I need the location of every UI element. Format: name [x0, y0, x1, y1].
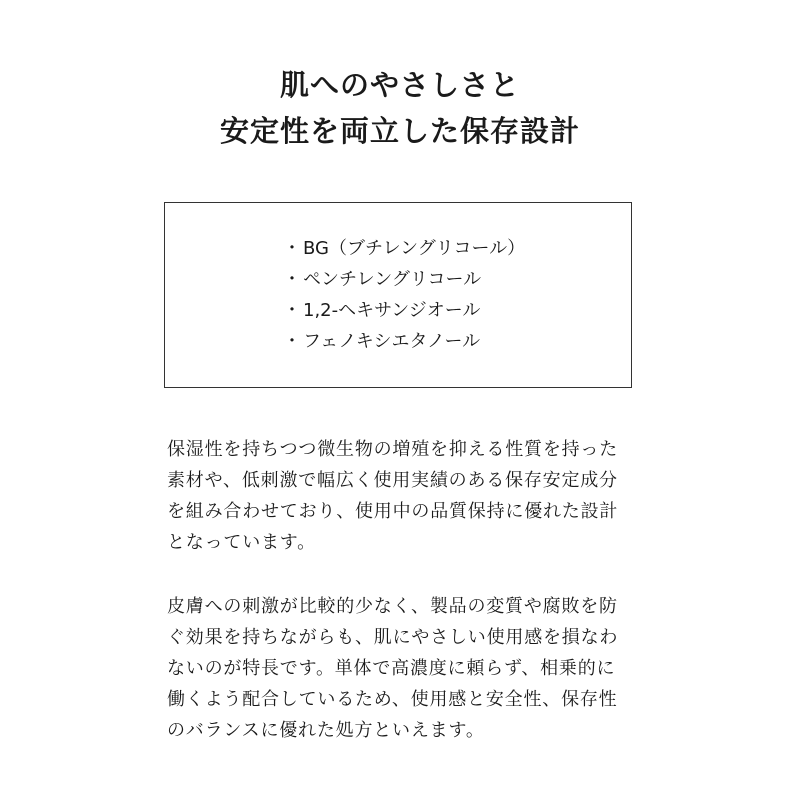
paragraph-formulation-balance — [167, 591, 637, 746]
ingredient-item — [283, 264, 525, 295]
paragraph-line: 働くよう配合しているため、使用感と安全性、保存性 — [167, 689, 618, 710]
paragraph-preservation-materials — [167, 434, 637, 558]
paragraph-line: 保湿性を持ちつつ微生物の増殖を抑える性質を持った — [167, 439, 619, 460]
paragraph-line: となっています。 — [167, 532, 316, 553]
paragraph-line: 素材や、低刺激で幅広く使用実績のある保存安定成分 — [167, 470, 618, 491]
bullet-icon: ・ — [283, 238, 301, 259]
ingredient-box — [164, 202, 632, 388]
ingredient-label: BG（ブチレングリコール） — [303, 238, 526, 259]
ingredient-list — [283, 233, 525, 357]
paragraph-line: のバランスに優れた処方といえます。 — [167, 720, 485, 741]
ingredient-label: ペンチレングリコール — [303, 269, 482, 290]
bullet-icon: ・ — [283, 331, 301, 352]
ingredient-label: 1,2-ヘキサンジオール — [303, 300, 481, 321]
bullet-icon: ・ — [283, 269, 301, 290]
heading-line-2: 安定性を両立した保存設計 — [219, 114, 580, 148]
paragraph-line: を組み合わせており、使用中の品質保持に優れた設計 — [167, 501, 619, 522]
ingredient-item — [283, 326, 525, 357]
paragraph-line: 皮膚への刺激が比較的少なく、製品の変質や腐敗を防 — [167, 596, 618, 617]
paragraph-line: ないのが特長です。単体で高濃度に頼らず、相乗的に — [167, 658, 616, 679]
ingredient-item — [283, 233, 525, 264]
heading-line-1: 肌へのやさしさと — [279, 68, 520, 102]
bullet-icon: ・ — [283, 300, 301, 321]
paragraph-line: ぐ効果を持ちながらも、肌にやさしい使用感を損なわ — [167, 627, 619, 648]
ingredient-item — [283, 295, 525, 326]
ingredient-label: フェノキシエタノール — [303, 331, 481, 352]
